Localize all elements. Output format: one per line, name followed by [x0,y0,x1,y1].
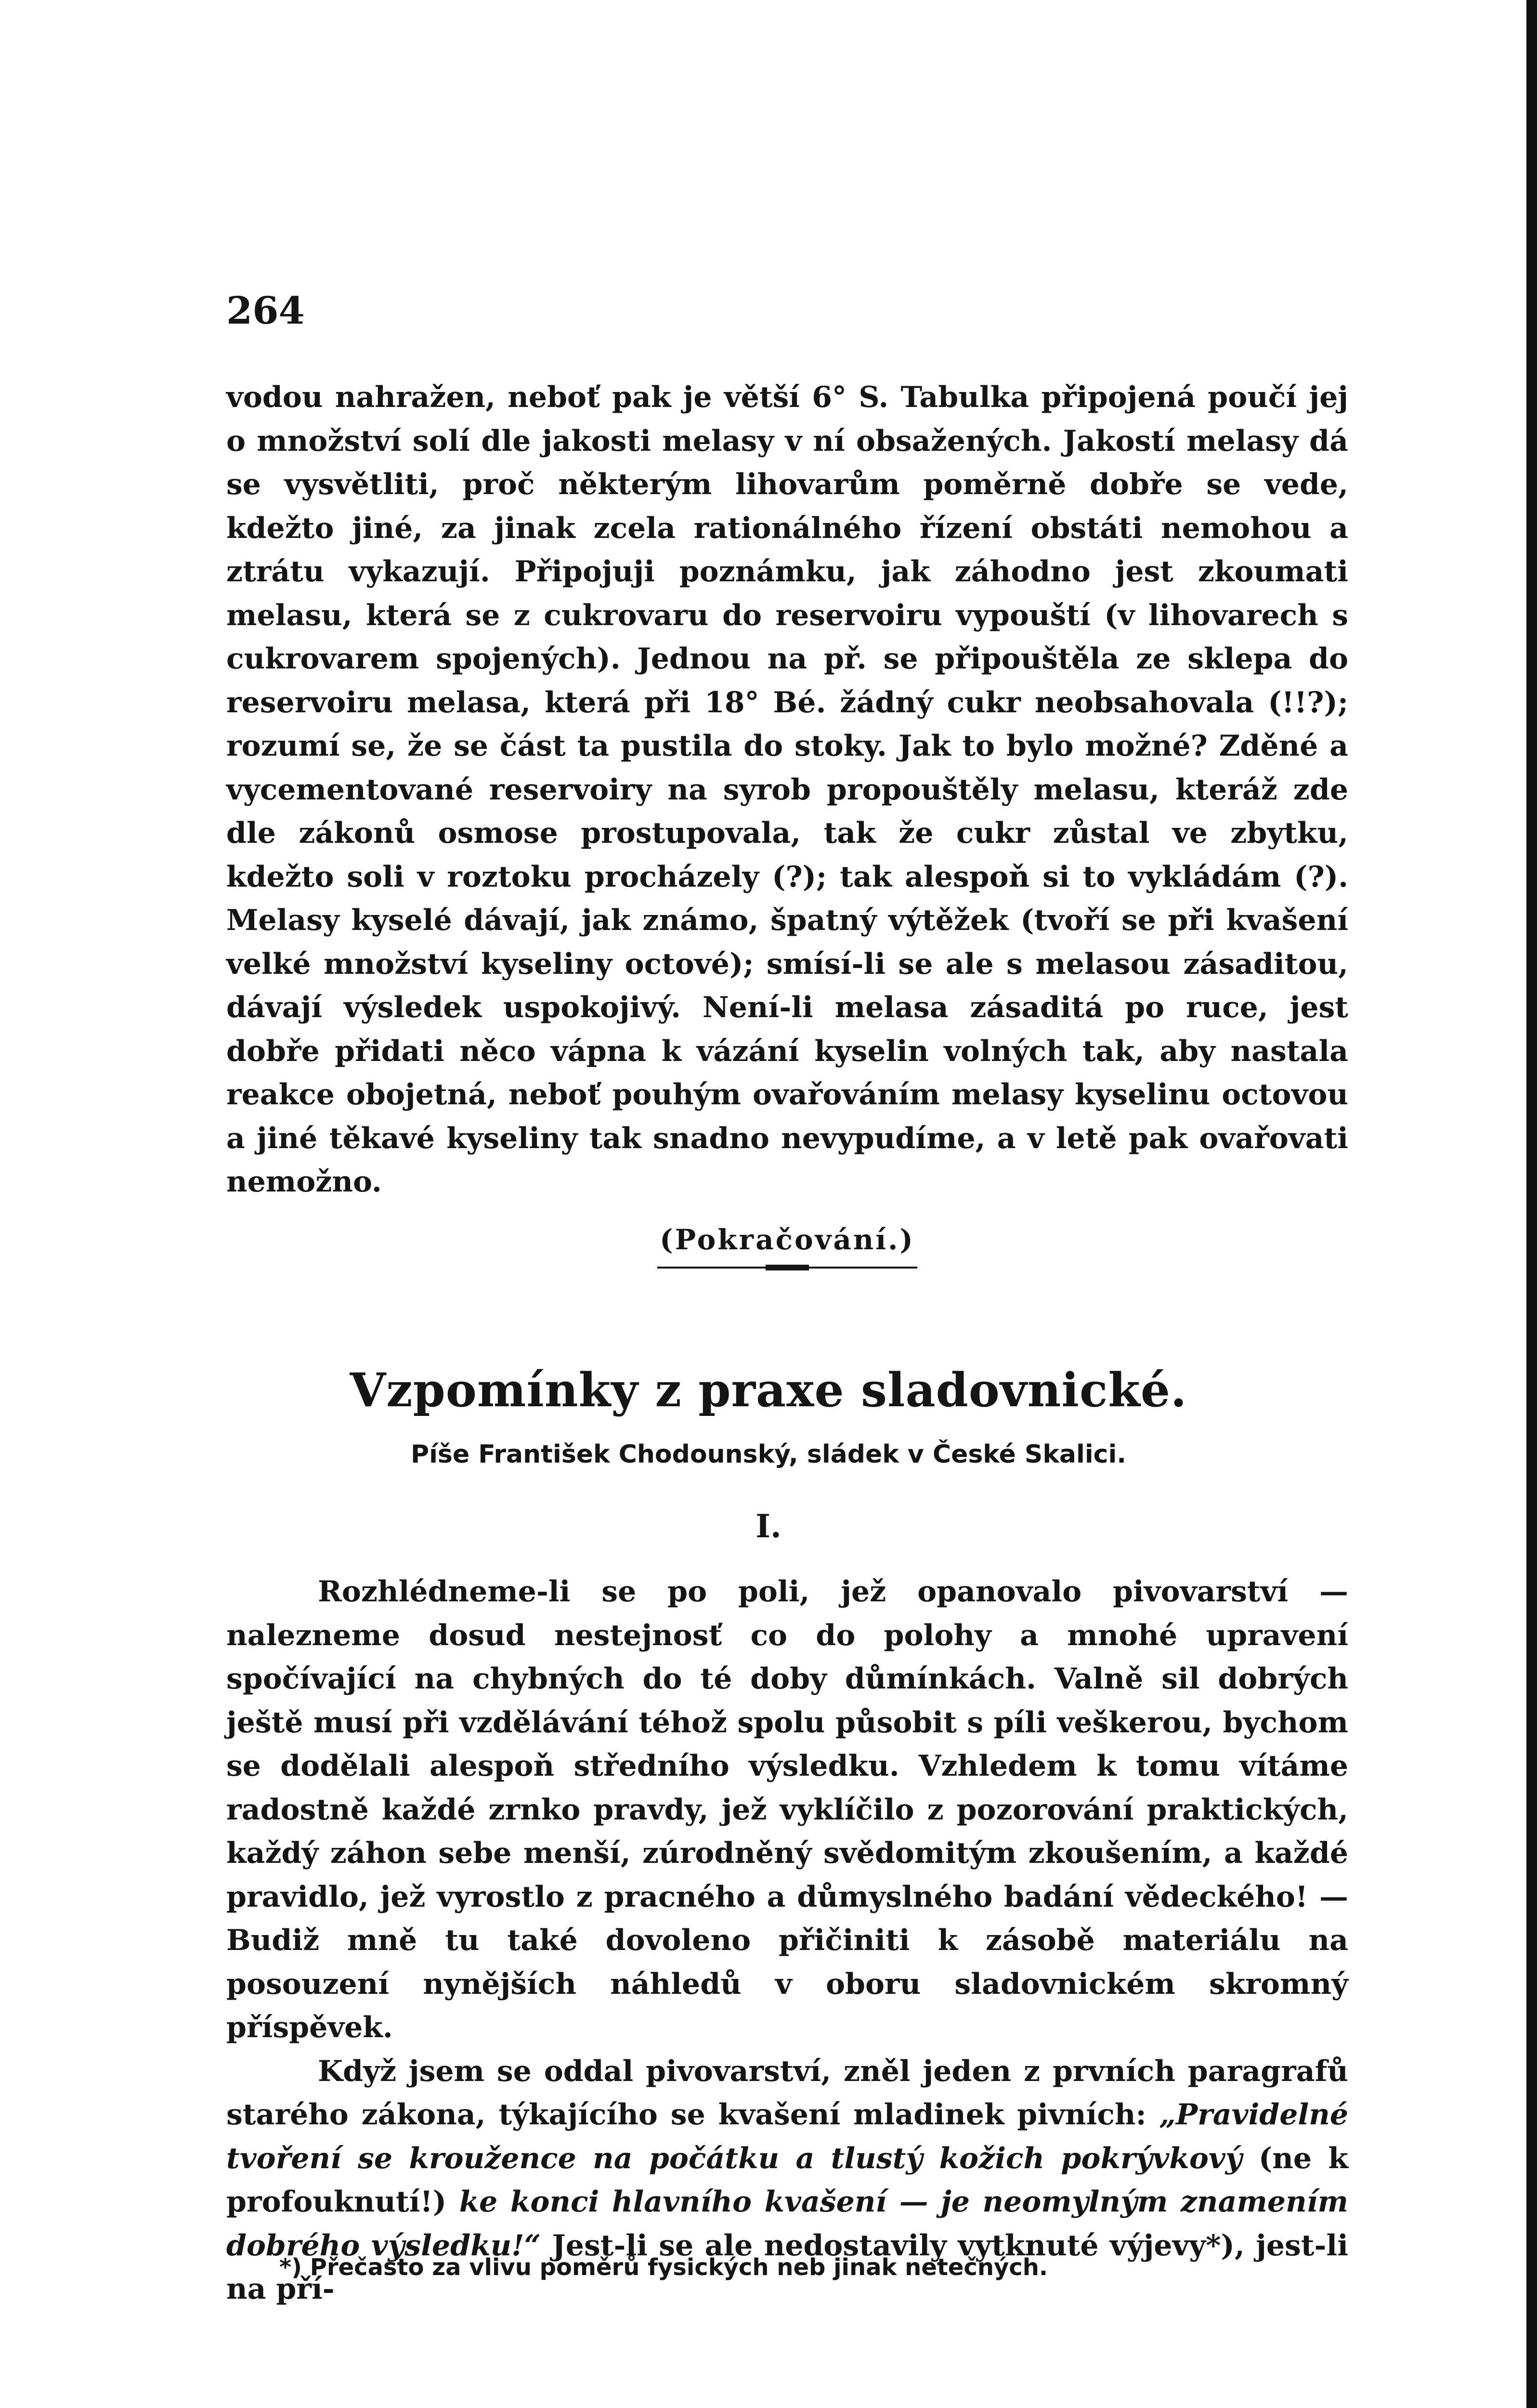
quote-paren: (ne k profouknutí!) [226,2141,1348,2219]
previous-article-ending [226,376,1348,1256]
article-byline: Píše František Chodounský, sládek v České Skalici. [410,1440,1127,1469]
paragraph-quote-rest: Jest-li se ale nedostavily vytknuté výjevy*), jest-li na pří- [226,2228,1348,2306]
page-number: 264 [226,289,305,333]
section-number: I. [755,1507,782,1545]
article-title: Vzpomínky z praxe sladovnické. [350,1363,1187,1417]
section-divider-mark [766,1265,809,1270]
quote-part-1: „Pravidelné tvoření se kroužence na počátku a tlustý kožich pokrývkový [226,2098,1348,2175]
quote-part-2: ke konci hlavního kvašení — je neomylným znamením dobrého výsledku!“ [226,2185,1348,2263]
continued-label: (Pokračování.) [660,1223,915,1256]
scan-edge-right [1526,0,1537,2408]
paragraph-quote-intro: Když jsem se oddal pivovarství, zněl jeden z prvních paragrafů starého zákona, týkajícího se kvašení mladinek pivních: [226,2054,1348,2132]
paragraph-melasa: vodou nahražen, neboť pak je větší 6° S. Tabulka připojená poučí jej o množství solí dle jakosti melasy v ní obsažených. Jakostí melasy dá se vysvětliti, proč některým lihovarům poměrně dobře se vede, kdežto jiné, za jinak zcela rationálného řízení obstáti nemohou a ztrátu vykazují. Připojuji poznámku, jak záhodno jest zkoumati melasu, která se z cukrovaru do reservoiru vypouští (v lihovarech s cukrovarem spojených). Jednou na př. se připouštěla ze sklepa do reservoiru melasa, která při 18° Bé. žádný cukr neobsahovala (!!?); rozumí se, že se část ta pustila do stoky. Jak to bylo možné? Zděné a vycementované reservoiry na syrob propouštěly melasu, kteráž zde dle zákonů osmose prostupovala, tak že cukr zůstal ve zbytku, kdežto soli v roztoku procházely (?); tak alespoň si to vykládám (?). Melasy kyselé dávají, jak známo, špatný výtěžek (tvoří se při kvašení velké množství kyseliny octové); smísí-li se ale s melasou zásaditou, dávají výsledek uspokojivý. Není-li melasa zásaditá po ruce, jest dobře přidati něco vápna k vázání kyselin volných tak, aby nastala reakce obojetná, neboť pouhým ovařováním melasy kyselinu octovou a jiné těkavé kyseliny tak snadno nevypudíme, a v letě pak ovařovati nemožno. [226,380,1348,1199]
article-body [226,1570,1348,2311]
paragraph-intro: Rozhlédneme-li se po poli, jež opanovalo pivovarství — nalezneme dosud nestejnosť co do polohy a mnohé upravení spočívající na chybných do té doby důmínkách. Valně sil dobrých ještě musí při vzdělávání téhož spolu působit s píli veškerou, bychom se dodělali alespoň středního výsledku. Vzhledem k tomu vítáme radostně každé zrnko pravdy, jež vyklíčilo z pozorování praktických, každý záhon sebe menší, zúrodněný svědomitým zkoušením, a každé pravidlo, jež vyrostlo z pracného a důmyslného badání vědeckého! — Budiž mně tu také dovoleno přičiniti k zásobě materiálu na posouzení nynějších náhledů v oboru sladovnickém skromný příspěvek. [226,1575,1348,2044]
footnote: *) Přečasto za vlivu poměrů fysických neb jinak netečných. [279,2254,1048,2281]
